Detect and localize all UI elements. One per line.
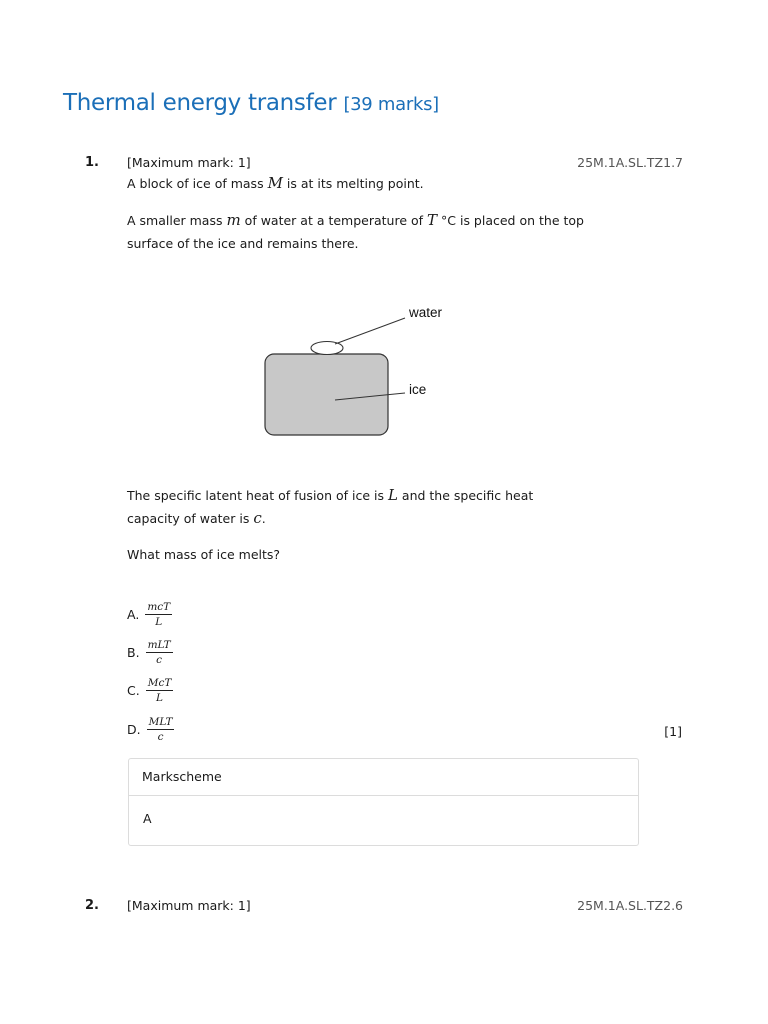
option-c — [127, 677, 173, 704]
text: A block of ice of mass — [127, 176, 268, 191]
variable-m: m — [226, 211, 241, 229]
numerator: mLT — [147, 639, 171, 651]
option-letter: C. — [127, 683, 140, 698]
text: The specific latent heat of fusion of ice is — [127, 488, 388, 503]
markscheme-header[interactable]: Markscheme — [129, 759, 638, 796]
text: . — [261, 511, 266, 526]
option-d — [127, 716, 174, 743]
option-b — [127, 639, 173, 666]
text: of water at a temperature of — [240, 213, 428, 228]
denominator: c — [157, 731, 164, 743]
numerator: McT — [147, 677, 172, 689]
ice-water-diagram — [255, 298, 495, 447]
question-1-paragraph-3 — [127, 484, 577, 530]
option-letter: D. — [127, 722, 141, 737]
question-2-number: 2. — [85, 898, 99, 913]
question-1-number: 1. — [85, 155, 99, 170]
option-a — [127, 601, 172, 628]
markscheme-answer: A — [143, 811, 152, 826]
ice-label: ice — [409, 382, 427, 397]
question-1-prompt: What mass of ice melts? — [127, 547, 281, 562]
denominator: L — [156, 692, 164, 704]
page-total-marks: [39 marks] — [343, 94, 439, 115]
question-1-paragraph-1 — [127, 172, 597, 195]
option-b-fraction — [146, 639, 173, 666]
page-title-text: Thermal energy transfer — [63, 90, 337, 116]
ice-block — [265, 354, 388, 435]
page-title — [63, 90, 439, 116]
variable-L: L — [387, 486, 398, 504]
option-d-fraction — [147, 716, 175, 743]
option-a-fraction — [145, 601, 172, 628]
text: A smaller mass — [127, 213, 227, 228]
question-2-code: 25M.1A.SL.TZ2.6 — [577, 898, 683, 913]
text: °C is placed on the top surface of the ice and remains there. — [127, 213, 584, 251]
variable-T: T — [427, 211, 438, 229]
option-letter: B. — [127, 645, 140, 660]
markscheme-panel[interactable] — [128, 758, 639, 846]
variable-c: c — [253, 509, 262, 527]
text: and the specific heat capacity of water is — [127, 488, 534, 526]
water-label: water — [409, 305, 443, 320]
question-1-max-mark: [Maximum mark: 1] — [127, 155, 251, 170]
question-1-marks: [1] — [664, 724, 682, 739]
ice-water-figure — [255, 298, 495, 443]
denominator: c — [156, 654, 163, 666]
water-drop — [311, 342, 343, 355]
question-2-max-mark: [Maximum mark: 1] — [127, 898, 251, 913]
variable-M: M — [267, 174, 283, 192]
denominator: L — [155, 616, 163, 628]
question-1-code: 25M.1A.SL.TZ1.7 — [577, 155, 683, 170]
water-leader-line — [335, 318, 405, 344]
option-letter: A. — [127, 607, 140, 622]
option-c-fraction — [146, 677, 174, 704]
question-1-paragraph-2 — [127, 209, 587, 255]
numerator: mcT — [147, 601, 171, 613]
numerator: MLT — [148, 716, 173, 728]
text: is at its melting point. — [282, 176, 424, 191]
